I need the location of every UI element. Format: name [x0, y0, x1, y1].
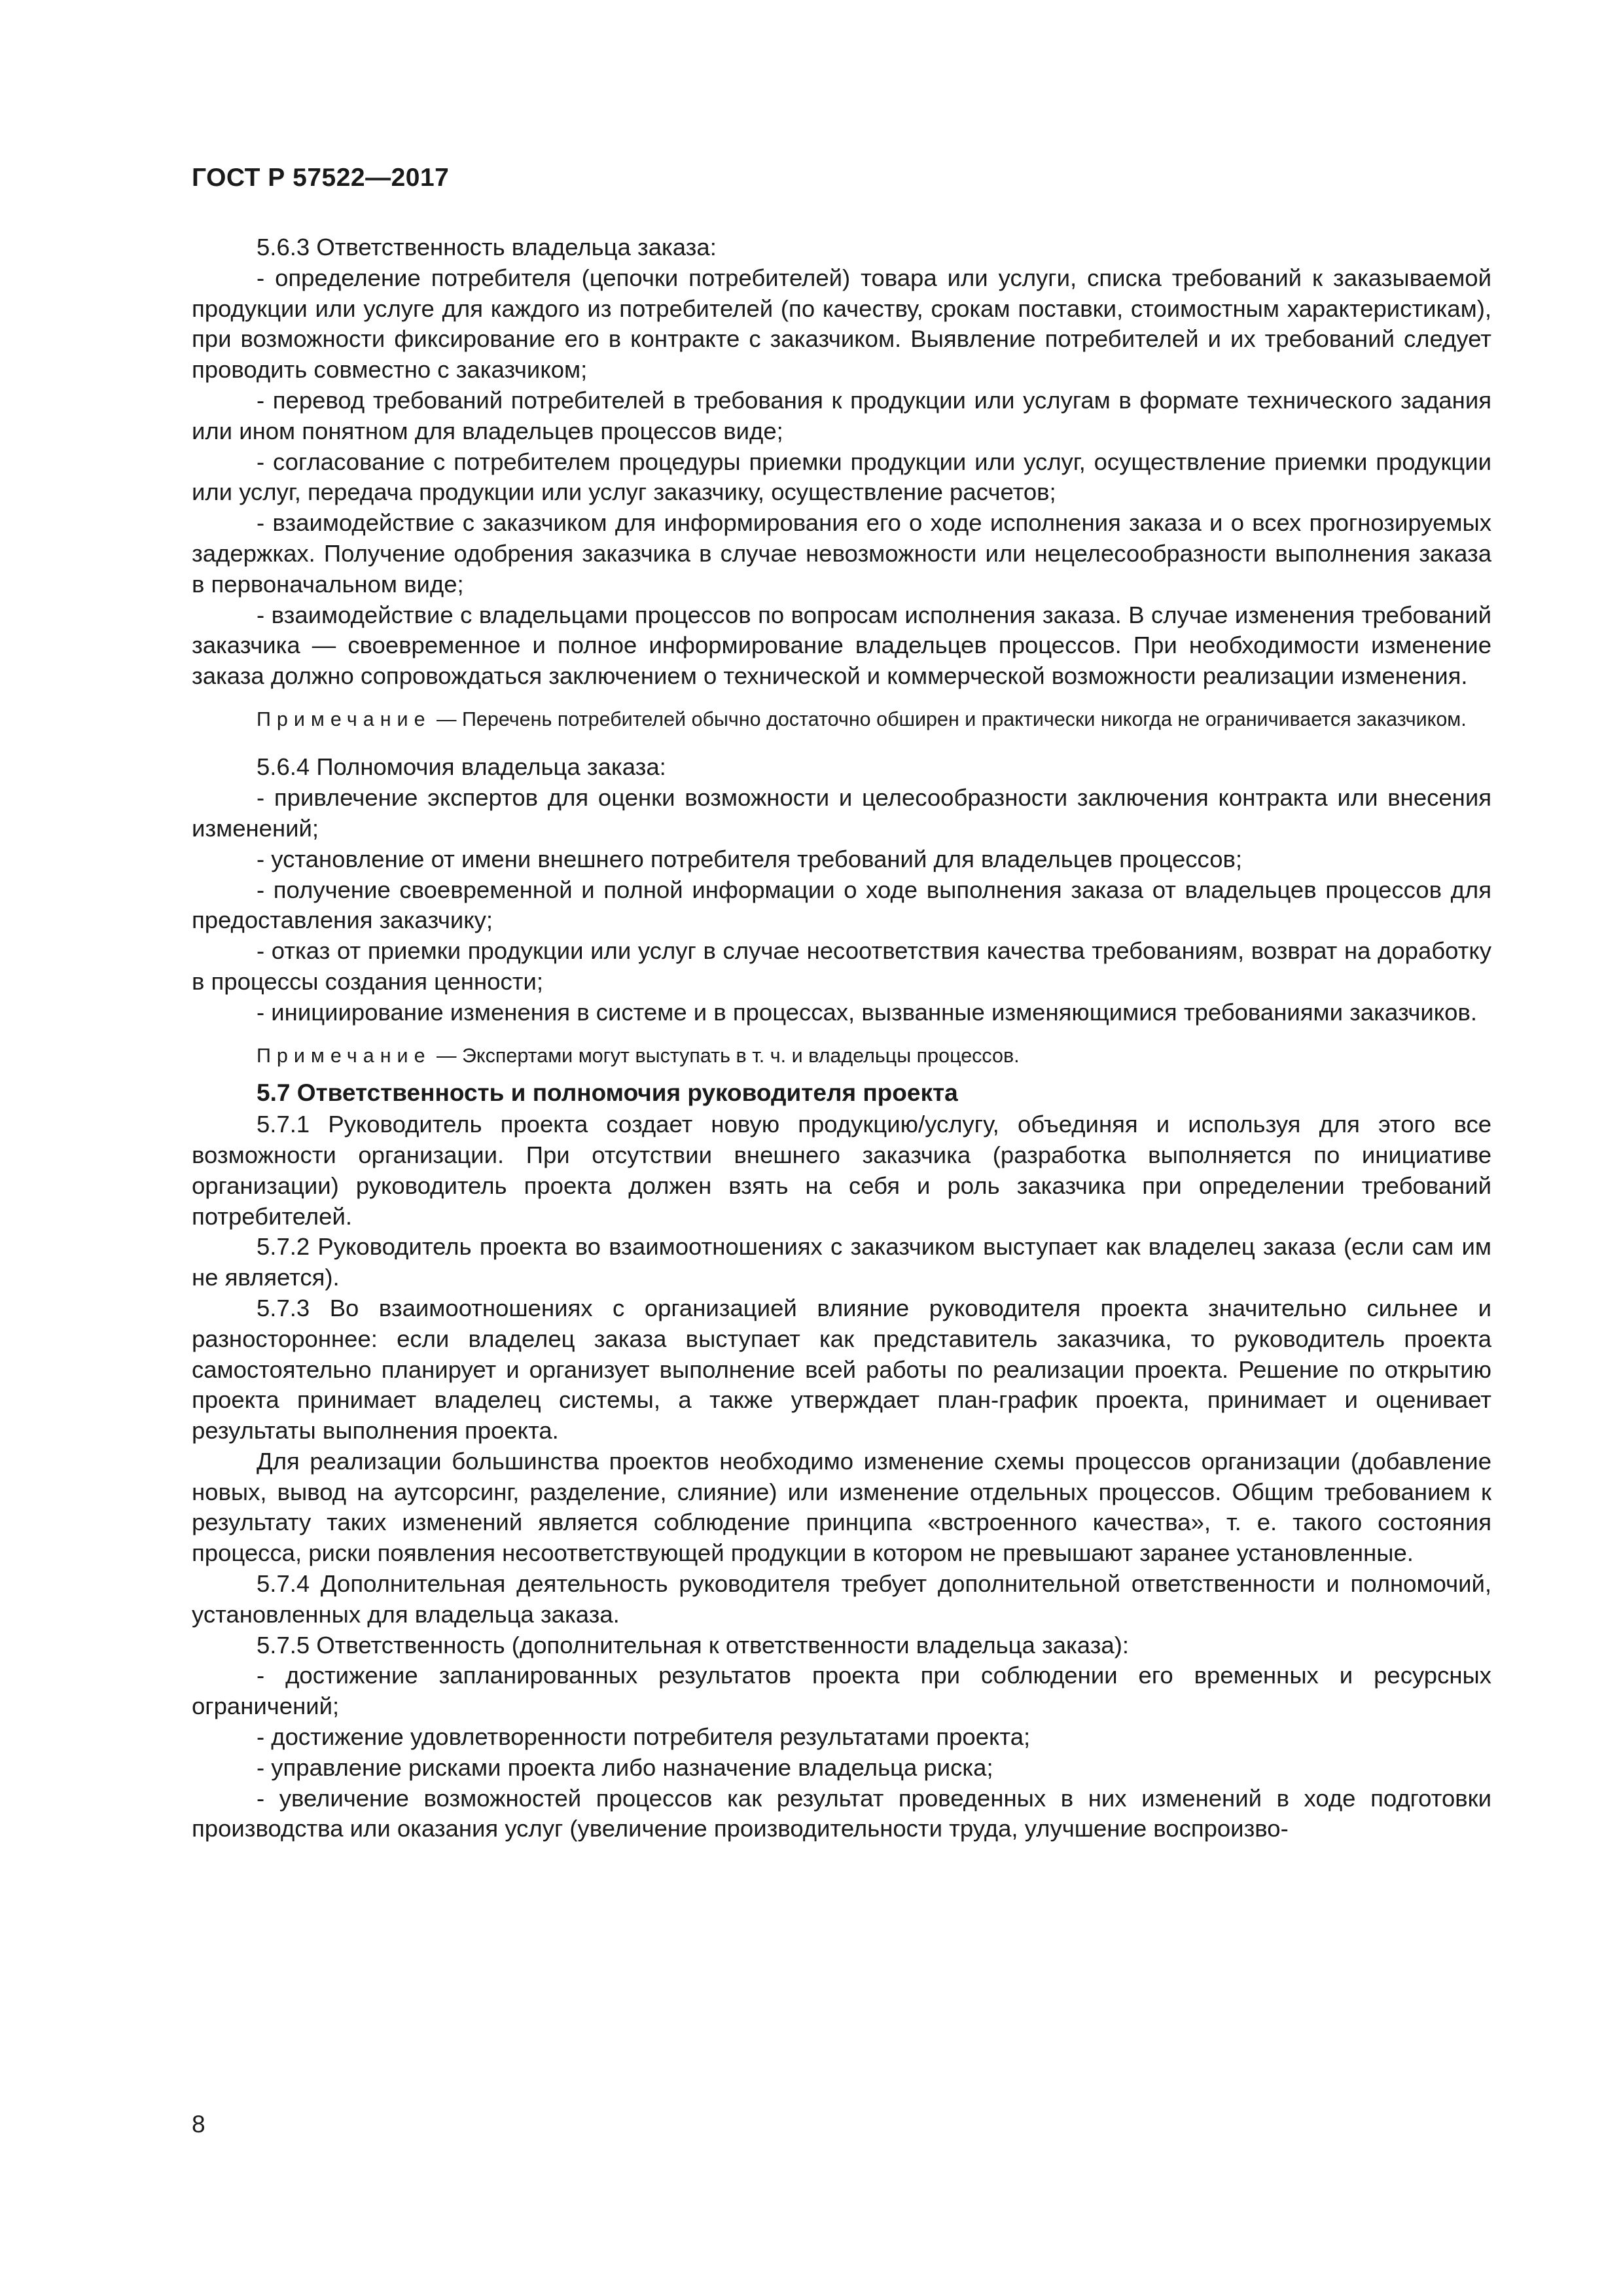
paragraph: - взаимодействие с владельцами процессов по вопросам исполнения заказа. В случае изменения требований заказчика — своевременное и полное информирование владельцев процессов. При необходимости изменение заказа должно сопровождаться заключением о технической и коммерческой возможности реализации изменения. — [192, 601, 1491, 690]
paragraph: 5.7.4 Дополнительная деятельность руководителя требует дополнительной ответственности и полномочий, установленных для владельца заказа. — [192, 1570, 1491, 1628]
note-text: — Экспертами могут выступать в т. ч. и владельцы процессов. — [431, 1044, 1020, 1067]
paragraph: - получение своевременной и полной информации о ходе выполнения заказа от владельцев процессов для предоставления заказчику; — [192, 876, 1491, 934]
note — [192, 1043, 1491, 1069]
paragraph: - отказ от приемки продукции или услуг в случае несоответствия качества требованиям, возврат на доработку в процессы создания ценности; — [192, 937, 1491, 996]
paragraph: 5.7.3 Во взаимоотношениях с организацией влияние руководителя проекта значительно сильнее и разностороннее: если владелец заказа выступает как представитель заказчика, то руководитель проекта самостоятельно планирует и организует выполнение всей работы по реализации проекта. Решение по открытию проекта принимает владелец системы, а также утверждает план-график проекта, принимает и оценивает результаты выполнения проекта. — [192, 1294, 1491, 1444]
note — [192, 706, 1491, 733]
paragraph: 5.7.2 Руководитель проекта во взаимоотношениях с заказчиком выступает как владелец заказа (если сам им не является). — [192, 1233, 1491, 1291]
note-label: Примечание — [257, 1044, 431, 1067]
paragraph: Для реализации большинства проектов необходимо изменение схемы процессов организации (добавление новых, вывод на аутсорсинг, разделение, слияние) или изменение отдельных процессов. Общим требованием к результату таких изменений является соблюдение принципа «встроенного качества», т. е. такого состояния процесса, риски появления несоответствующей продукции в котором не превышают заранее установленные. — [192, 1447, 1491, 1567]
paragraph: - управление рисками проекта либо назначение владельца риска; — [257, 1753, 993, 1781]
paragraph: - согласование с потребителем процедуры приемки продукции или услуг, осуществление приемки продукции или услуг, передача продукции или услуг заказчику, осуществление расчетов; — [192, 448, 1491, 506]
document-body — [192, 232, 1491, 1844]
paragraph: - определение потребителя (цепочки потребителей) товара или услуги, списка требований к заказываемой продукции или услуге для каждого из потребителей (по качеству, срокам поставки, стоимостным характеристикам), при возможности фиксирование его в контракте с заказчиком. Выявление потребителей и их требований следует проводить совместно с заказчиком; — [192, 264, 1491, 384]
section-heading: 5.7 Ответственность и полномочия руководителя проекта — [257, 1079, 958, 1107]
paragraph: - инициирование изменения в системе и в процессах, вызванные изменяющимися требованиями заказчиков. — [257, 998, 1477, 1026]
note-text: — Перечень потребителей обычно достаточно обширен и практически никогда не ограничивается заказчиком. — [431, 708, 1467, 730]
paragraph: 5.7.1 Руководитель проекта создает новую продукцию/услугу, объединяя и используя для этого все возможности организации. При отсутствии внешнего заказчика (разработка выполняется по инициативе организации) руководитель проекта должен взять на себя и роль заказчика при определении требований потребителей. — [192, 1111, 1491, 1230]
paragraph: - установление от имени внешнего потребителя требований для владельцев процессов; — [257, 845, 1243, 872]
paragraph: - достижение удовлетворенности потребителя результатами проекта; — [257, 1723, 1031, 1751]
page-number: 8 — [192, 2111, 205, 2138]
paragraph: - взаимодействие с заказчиком для информирования его о ходе исполнения заказа и о всех прогнозируемых задержках. Получение одобрения заказчика в случае невозможности или нецелесообразности выполнения заказа в первоначальном виде; — [192, 509, 1491, 598]
note-label: Примечание — [257, 708, 431, 730]
paragraph: - привлечение экспертов для оценки возможности и целесообразности заключения контракта или внесения изменений; — [192, 784, 1491, 842]
paragraph: - достижение запланированных результатов проекта при соблюдении его временных и ресурсных ограничений; — [192, 1662, 1491, 1720]
paragraph: 5.7.5 Ответственность (дополнительная к ответственности владельца заказа): — [257, 1631, 1129, 1659]
paragraph: 5.6.3 Ответственность владельца заказа: — [257, 234, 717, 260]
document-header: ГОСТ Р 57522—2017 — [192, 164, 450, 192]
paragraph: - перевод требований потребителей в требования к продукции или услугам в формате технического задания или ином понятном для владельцев процессов виде; — [192, 386, 1491, 444]
paragraph: 5.6.4 Полномочия владельца заказа: — [257, 753, 666, 781]
paragraph: - увеличение возможностей процессов как результат проведенных в них изменений в ходе подготовки производства или оказания услуг (увеличение производительности труда, улучшение воспроизво- — [192, 1784, 1491, 1842]
